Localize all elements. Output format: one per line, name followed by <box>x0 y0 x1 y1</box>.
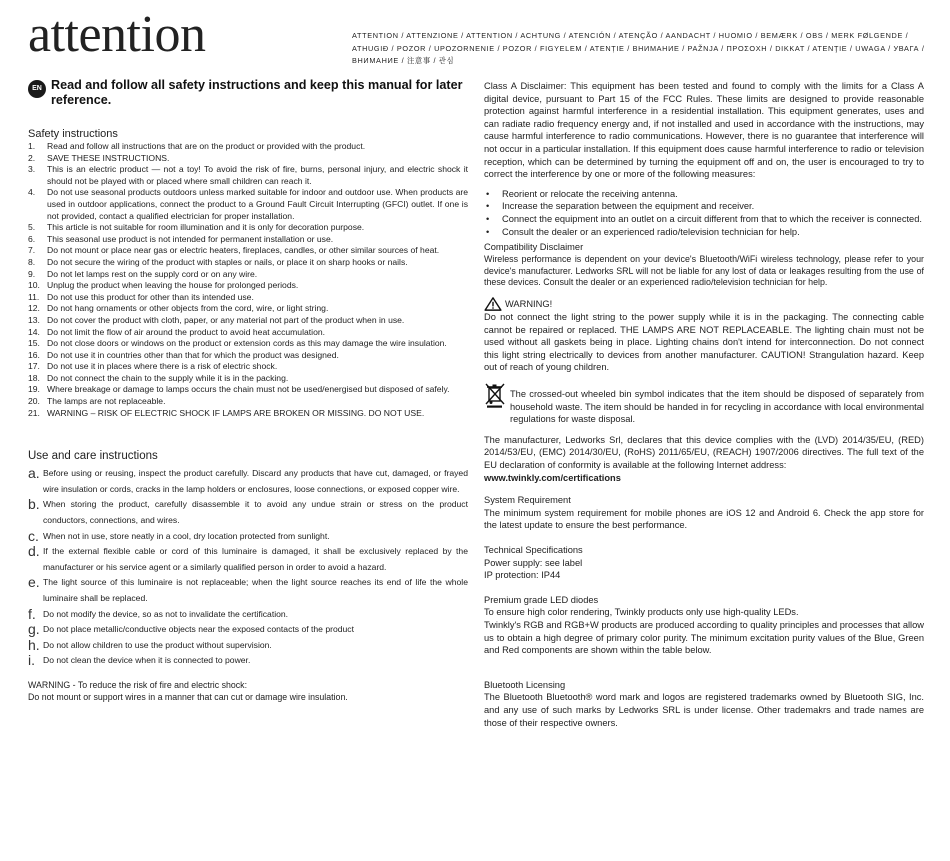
measure-item <box>484 200 924 213</box>
system-requirement-title: System Requirement <box>484 495 571 506</box>
bullet-icon: • <box>486 188 490 199</box>
system-requirement-text: The minimum system requirement for mobile phones are iOS 12 and Android 6. Check the app store for the latest update to ensure the best performance. <box>484 507 924 531</box>
safety-item <box>28 245 468 257</box>
safety-item-text: This is an electric product — not a toy! To avoid the risk of fire, burns, personal injury, and electric shock it should not be played with or placed where small children can reach it. <box>47 164 468 186</box>
fire-warning-title-text: WARNING - To reduce the risk of fire and electric shock: <box>28 679 248 690</box>
care-list <box>28 466 468 669</box>
measure-text: Consult the dealer or an experienced radio/television technician for help. <box>502 226 800 237</box>
safety-item-number: 7. <box>28 245 36 256</box>
safety-item-text: Do not use it in countries other than that for which the product was designed. <box>47 349 339 360</box>
safety-item <box>28 187 468 222</box>
safety-item-number: 21. <box>28 407 40 418</box>
safety-item-number: 14. <box>28 326 40 337</box>
care-item-text: The light source of this luminaire is not replaceable; when the light source reaches its end of life the whole luminaire shall be replaced. <box>43 577 468 603</box>
safety-item <box>28 315 468 327</box>
safety-item-number: 9. <box>28 268 36 279</box>
care-item-letter: f. <box>28 605 36 622</box>
safety-item <box>28 338 468 350</box>
care-item-letter: c. <box>28 527 39 544</box>
safety-item <box>28 280 468 292</box>
safety-item <box>28 153 468 165</box>
care-item <box>28 466 468 497</box>
safety-item-number: 8. <box>28 256 36 267</box>
safety-item-text: Do not use this product for other than its intended use. <box>47 291 254 302</box>
language-badge: EN <box>28 80 46 98</box>
en-heading-row <box>28 78 468 108</box>
care-item-text: Do not modify the device, so as not to invalidate the certification. <box>43 608 289 619</box>
safety-item-number: 19. <box>28 384 40 395</box>
safety-item <box>28 269 468 281</box>
care-item-letter: i. <box>28 652 35 669</box>
warning-triangle-icon <box>484 297 502 311</box>
safety-item <box>28 141 468 153</box>
safety-item-number: 18. <box>28 372 40 383</box>
led-title: Premium grade LED diodes <box>484 594 599 605</box>
safety-item-text: This article is not suitable for room illumination and it is only for decoration purpose. <box>47 222 365 233</box>
care-item-text: If the external flexible cable or cord of this luminaire is damaged, it shall be exclusively replaced by the manufacturer or his service agent or a similarly qualified person in order to avoid a hazard. <box>43 546 468 572</box>
safety-item <box>28 327 468 339</box>
weee-block <box>484 388 924 426</box>
bluetooth-text: The Bluetooth Bluetooth® word mark and logos are registered trademarks owned by Bluetooth SIG, Inc. and any use of such marks by Ledworks SRL is under license. Other trademakrs and trade names are those of their respective owners. <box>484 692 924 728</box>
care-item-letter: g. <box>28 621 40 638</box>
safety-item-text: Read and follow all instructions that are on the product or provided with the product. <box>47 141 366 151</box>
safety-item-text: Do not hang ornaments or other objects from the cord, wire, or light string. <box>47 303 329 314</box>
warning-block <box>484 297 924 374</box>
power-supply-spec: Power supply: see label <box>484 557 583 568</box>
compatibility-text: Wireless performance is dependent on your device's Bluetooth/WiFi wireless technology, please refer to your device's manufacturer. Ledworks SRL will not be liable for any lost of data or leakages resulting from the use of these devices. Consult the dealer or an experienced radio/television technician for help. <box>484 253 924 288</box>
care-item <box>28 653 468 669</box>
safety-item <box>28 408 468 420</box>
safety-list <box>28 141 468 419</box>
care-item-text: Do not place metallic/conductive objects near the exposed contacts of the product <box>43 624 354 635</box>
safety-item <box>28 234 468 246</box>
declaration-text: The manufacturer, Ledworks Srl, declares that this device complies with the (LVD) 2014/35/EU, (RED) 2014/53/EU, (EMC) 2014/30/EU, (RoHS) 2011/65/EU, (REACH) 1907/2006 directives. The full text of the EU declaration of conformity is available at the following Internet address: <box>484 434 924 471</box>
safety-title: Safety instructions <box>28 128 118 140</box>
care-item-letter: a. <box>28 465 40 482</box>
compatibility-block <box>484 241 924 289</box>
safety-item-text: Do not close doors or windows on the product or extension cords as this may damage the wire insulation. <box>47 338 447 349</box>
bullet-icon: • <box>486 201 490 212</box>
bullet-icon: • <box>486 226 490 237</box>
safety-item-text: The lamps are not replaceable. <box>47 396 166 407</box>
crossed-bin-icon <box>484 382 506 408</box>
fire-warning-title <box>28 679 468 691</box>
safety-item <box>28 350 468 362</box>
care-item <box>28 497 468 528</box>
compatibility-title: Compatibility Disclaimer <box>484 242 584 253</box>
safety-item-text: Do not let lamps rest on the supply cord or on any wire. <box>47 268 258 279</box>
safety-item-text: Do not mount or place near gas or electric heaters, fireplaces, candles, or other similar sources of heat. <box>47 245 440 256</box>
warning-label: WARNING! <box>505 298 553 309</box>
safety-item-text: Do not connect the chain to the supply while it is in the packing. <box>47 372 289 383</box>
care-item <box>28 638 468 654</box>
bluetooth-title: Bluetooth Licensing <box>484 679 566 690</box>
safety-item-text: Do not use it in places where there is a risk of electric shock. <box>47 361 278 372</box>
measure-text: Reorient or relocate the receiving antenna. <box>502 188 678 199</box>
care-item <box>28 575 468 606</box>
right-column <box>484 80 924 729</box>
led-text-1: To ensure high color rendering, Twinkly products only use high-quality LEDs. <box>484 607 799 618</box>
page-title: attention <box>28 6 206 63</box>
care-title: Use and care instructions <box>28 450 158 463</box>
main-heading: Read and follow all safety instructions and keep this manual for later reference. <box>51 78 463 107</box>
safety-item <box>28 361 468 373</box>
warning-title <box>484 297 924 311</box>
care-item-letter: e. <box>28 574 40 591</box>
measures-list <box>484 188 924 238</box>
tech-specs-block <box>484 544 924 582</box>
measure-item <box>484 188 924 201</box>
safety-item-text: Do not secure the wiring of the product with staples or nails, or place it on sharp hooks or nails. <box>47 256 408 267</box>
care-item <box>28 544 468 575</box>
safety-item-number: 2. <box>28 152 36 163</box>
safety-item <box>28 396 468 408</box>
safety-item-number: 13. <box>28 314 40 325</box>
care-item-text: Do not clean the device when it is connected to power. <box>43 655 251 666</box>
language-list: ATTENTION / ATTENZIONE / ATTENTION / ACHTUNG / ATENCIÓN / ATENÇÃO / AANDACHT / HUOMIO / BEMÆRK / OBS / MERK FØLGENDE / ATHUGIÐ / POZOR / UPOZORNENIE / POZOR / FIGYELEM / ATENȚIE / ВНИМАНИЕ / PAŽNJA / ΠΡΟΣΟΧΗ / DIKKAT / ATENŢIE / UWAGA / УВАГА / ВНИМАНИЕ / 注意事 / 관심 <box>352 31 925 66</box>
safety-item-text: Do not cover the product with cloth, paper, or any material not part of the product when in use. <box>47 314 405 325</box>
safety-item <box>28 164 468 187</box>
fire-warning-text: Do not mount or support wires in a manner that can cut or damage wire insulation. <box>28 691 348 702</box>
care-item-text: Before using or reusing, inspect the product carefully. Discard any products that have cut, damaged, or frayed wire insulation or cords, cracks in the lamp holders or enclosures, loose connections, or exposed copper wire. <box>43 468 468 494</box>
safety-item-number: 1. <box>28 141 36 151</box>
measure-text: Connect the equipment into an outlet on a circuit different from that to which the receiver is connected. <box>502 213 922 224</box>
measure-text: Increase the separation between the equipment and receiver. <box>502 201 755 212</box>
safety-item-number: 16. <box>28 349 40 360</box>
care-item-letter: h. <box>28 636 40 653</box>
safety-item <box>28 257 468 269</box>
safety-item-text: Where breakage or damage to lamps occurs the chain must not be used/energised but disposed of safely. <box>47 384 450 395</box>
care-item-text: When storing the product, carefully disassemble it to avoid any undue strain or stress on the product conductors, connections, and wires. <box>43 499 468 526</box>
class-a-disclaimer: Class A Disclaimer: This equipment has been tested and found to comply with the limits for a Class A digital device, pursuant to Part 15 of the FCC Rules. These limits are designed to provide reasonable protection against harmful interference in a residential installation. This equipment generates, uses and can radiate radio frequency energy and, if not installed and used in accordance with the instructions, may cause harmful interference to radio communications. However, there is no guarantee that interference will not occur in a particular installation. If this equipment does cause harmful interference to radio or television reception, which can be determined by turning the equipment off and on, the user is encouraged to try to correct the interference by one or more of the following measures: <box>484 81 924 180</box>
safety-item-text: Unplug the product when leaving the house for prolonged periods. <box>47 280 299 291</box>
safety-item-number: 15. <box>28 338 40 349</box>
safety-item-text: WARNING – RISK OF ELECTRIC SHOCK IF LAMPS ARE BROKEN OR MISSING. DO NOT USE. <box>47 407 425 418</box>
care-item-text: Do not allow children to use the product without supervision. <box>43 639 272 650</box>
care-item-letter: d. <box>28 543 40 560</box>
warning-text: Do not connect the light string to the power supply while it is in the packaging. The connecting cable cannot be repaired or replaced. THE LAMPS ARE NOT REPLACEABLE. The lighting chain must not be used without all gaskets being in place. Lighting chains don't intend for interconnection. Do not connect this light string electrically to devices from another manufacturer. CAUTION! Strangulation hazard. Keep out of reach of young children. <box>484 312 924 373</box>
safety-item <box>28 384 468 396</box>
system-requirement-block <box>484 494 924 532</box>
led-block <box>484 594 924 657</box>
safety-item-text: Do not limit the flow of air around the product to avoid heat accumulation. <box>47 326 326 337</box>
safety-item-number: 3. <box>28 164 36 175</box>
care-item-text: When not in use, store neatly in a cool, dry location protected from sunlight. <box>43 530 330 541</box>
measure-item <box>484 213 924 226</box>
bluetooth-block <box>484 679 924 729</box>
care-item <box>28 529 468 545</box>
care-item-letter: b. <box>28 496 40 513</box>
certifications-link[interactable]: www.twinkly.com/certifications <box>484 472 621 483</box>
weee-text: The crossed-out wheeled bin symbol indicates that the item should be disposed of separately from household waste. The item should be handed in for recycling in accordance with local environmental regulations for waste disposal. <box>510 389 924 425</box>
ip-protection-spec: IP protection: IP44 <box>484 570 561 581</box>
safety-item-text: SAVE THESE INSTRUCTIONS. <box>47 152 170 163</box>
safety-item-number: 5. <box>28 222 36 233</box>
safety-item <box>28 292 468 304</box>
safety-item-number: 12. <box>28 303 40 314</box>
safety-item-text: This seasonal use product is not intended for permanent installation or use. <box>47 233 334 244</box>
safety-item-number: 11. <box>28 291 40 302</box>
care-item <box>28 622 468 638</box>
tech-specs-title: Technical Specifications <box>484 545 583 556</box>
led-text-2: Twinkly's RGB and RGB+W products are produced according to quality principles and processes that allow us to obtain a high degree of primary color purity. The minimum excitation purity values of the Blue, Green and Red components are shown within the table below. <box>484 619 924 656</box>
safety-item-number: 4. <box>28 187 36 198</box>
safety-item-number: 10. <box>28 280 40 291</box>
safety-item-number: 17. <box>28 361 40 372</box>
safety-item-text: Do not use seasonal products outdoors unless marked suitable for indoor and outdoor use. When products are used in outdoor applications, connect the product to a Ground Fault Circuit Interrupting (GFCI) outlet. If one is not provided, contact a qualified electrician for proper installation. <box>47 187 468 221</box>
bullet-icon: • <box>486 213 490 224</box>
safety-item-number: 20. <box>28 396 40 407</box>
safety-item <box>28 222 468 234</box>
declaration-block <box>484 434 924 484</box>
measure-item <box>484 226 924 239</box>
left-column <box>28 78 468 703</box>
safety-item <box>28 373 468 385</box>
care-item <box>28 607 468 623</box>
safety-item-number: 6. <box>28 233 36 244</box>
safety-item <box>28 303 468 315</box>
